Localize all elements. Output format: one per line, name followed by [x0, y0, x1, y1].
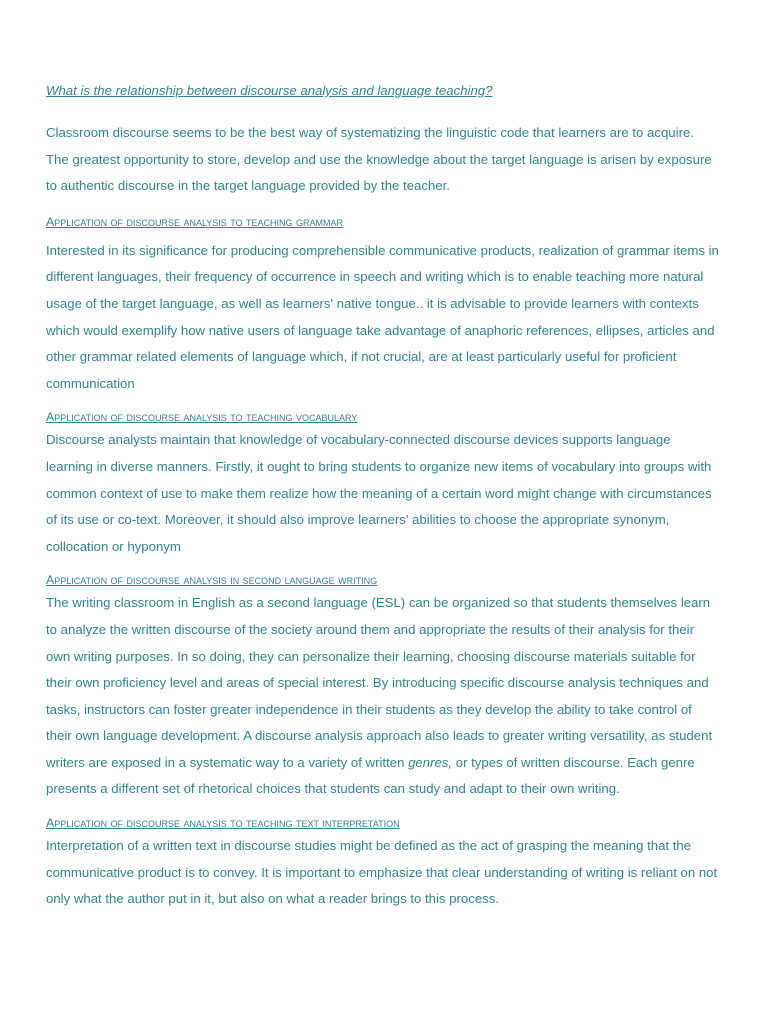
writing-body-part1: The writing classroom in English as a second language (ESL) can be organized so that students themselves learn to analyze the written discourse of the society around them and appropriate the results of their analysis for their own writing purposes. In so doing, they can personalize their learning, choosing discourse materials suitable for their own proficiency level and areas of special interest. By introducing specific discourse analysis techniques and tasks, instructors can foster greater independence in their students as they develop the ability to take control of their own language development. A discourse analysis approach also leads to greater writing versatility, as student writers are exposed in a systematic way to a variety of written — [46, 595, 713, 770]
writing-body-italic: genres, — [408, 754, 453, 770]
intro-paragraph: Classroom discourse seems to be the best way of systematizing the linguistic code that learners are to acquire. The greatest opportunity to store, develop and use the knowledge about the target language is arisen by exposure to authentic discourse in the target language provided by the teacher. — [46, 125, 712, 194]
section-body-writing — [46, 590, 720, 803]
section-heading-interpretation: Application of discourse analysis to teaching text interpretation — [46, 816, 400, 831]
section-body-interpretation: Interpretation of a written text in discourse studies might be defined as the act of grasping the meaning that the communicative product is to convey. It is important to emphasize that clear understanding of writing is reliant on not only what the author put in it, but also on what a reader brings to this process. — [46, 838, 718, 907]
writing-body-part2: or types of written discourse. Each genre presents a different set of rhetorical choices that students can study and adapt to their own writing. — [46, 754, 695, 797]
section-body-grammar: Interested in its significance for producing comprehensible communicative products, realization of grammar items in different languages, their frequency of occurrence in speech and writing which is to enable teaching more natural usage of the target language, as well as learners' native tongue.. it is advisable to provide learners with contexts which would exemplify how native users of language take advantage of anaphoric references, ellipses, articles and other grammar related elements of language which, if not crucial, are at least particularly useful for proficient communication — [46, 242, 719, 391]
section-heading-grammar: Application of discourse analysis to teaching grammar — [46, 214, 343, 229]
section-heading-vocabulary: Application of discourse analysis to teaching vocabulary — [46, 410, 358, 425]
document-title: What is the relationship between discourse analysis and language teaching? — [46, 83, 493, 98]
section-body-vocabulary: Discourse analysts maintain that knowledge of vocabulary-connected discourse devices supports language learning in diverse manners. Firstly, it ought to bring students to organize new items of vocabulary into groups with common context of use to make them realize how the meaning of a certain word might change with circumstances of its use or co-text. Moreover, it should also improve learners' abilities to choose the appropriate synonym, collocation or hyponym — [46, 432, 712, 554]
section-heading-writing: Application of discourse analysis in second language writing — [46, 573, 378, 588]
